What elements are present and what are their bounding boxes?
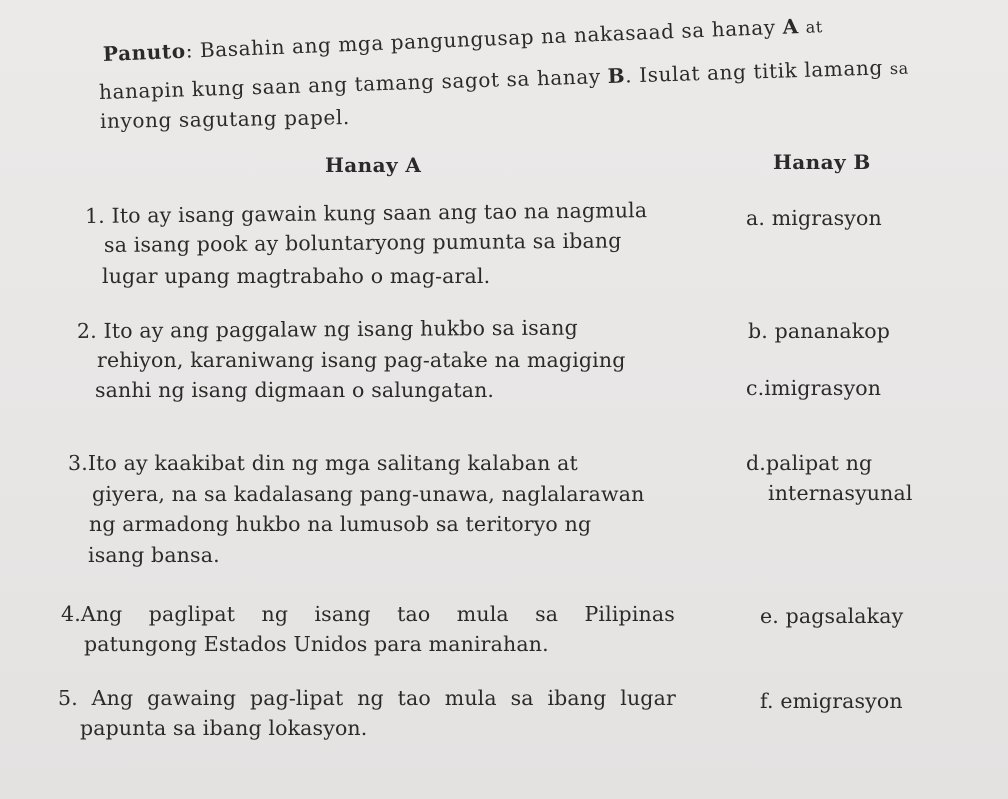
instructions-column-a: A <box>782 14 800 39</box>
column-b-heading: Hanay B <box>773 150 871 174</box>
item-4-word: isang <box>314 602 371 626</box>
item-2-line-2: rehiyon, karaniwang isang pag-atake na magiging <box>97 348 626 372</box>
item-5-word: ibang <box>547 686 607 710</box>
choice-a: a. migrasyon <box>746 206 882 230</box>
instructions-line-3: inyong sagutang papel. <box>99 105 351 133</box>
column-a-heading: Hanay A <box>325 153 422 177</box>
choice-d-line-1: d.palipat ng <box>746 451 873 475</box>
choice-f: f. emigrasyon <box>760 689 903 713</box>
item-2-line-3: sanhi ng isang digmaan o salungatan. <box>95 378 495 402</box>
item-4-word: sa <box>535 602 559 626</box>
choice-c: c.imigrasyon <box>746 376 882 400</box>
instructions-label: Panuto <box>102 38 187 66</box>
item-5-word: mula <box>444 686 497 710</box>
instructions-text-2-end: sa <box>889 58 910 79</box>
item-5-word: ng <box>357 686 384 710</box>
item-1-line-2: sa isang pook ay boluntaryong pumunta sa ibang <box>103 228 622 257</box>
item-3-line-1: 3.Ito ay kaakibat din ng mga salitang kalaban at <box>68 451 578 475</box>
item-4-word: mula <box>456 602 509 626</box>
item-5-word: tao <box>397 686 431 710</box>
item-4-word: 4.Ang <box>61 602 123 626</box>
item-5-word: Ang <box>91 686 134 710</box>
instructions-line-2 <box>99 57 909 102</box>
item-5-word: sa <box>510 686 534 710</box>
instructions-text-2-rest: . Isulat ang titik lamang <box>624 55 884 88</box>
item-1-line-1: 1. Ito ay isang gawain kung saan ang tao na nagmula <box>84 198 648 228</box>
item-5-line-1 <box>58 688 676 709</box>
item-4-word: paglipat <box>148 602 236 626</box>
item-3-line-4: isang bansa. <box>88 543 220 567</box>
choice-e: e. pagsalakay <box>760 604 904 628</box>
item-5-word: 5. <box>58 686 78 710</box>
item-2-line-1: 2. Ito ay ang paggalaw ng isang hukbo sa isang <box>76 315 578 343</box>
instructions-text-1-end: at <box>805 17 824 37</box>
item-3-line-2: giyera, na sa kadalasang pang-unawa, naglalarawan <box>92 482 645 506</box>
item-5-word: gawaing <box>147 686 237 710</box>
instructions-column-b: B <box>607 63 626 89</box>
item-4-word: Pilipinas <box>584 602 675 626</box>
item-5-line-2: papunta sa ibang lokasyon. <box>80 716 368 740</box>
item-4-line-1 <box>61 604 675 625</box>
item-1-line-3: lugar upang magtrabaho o mag-aral. <box>102 264 491 288</box>
choice-d-line-2: internasyunal <box>768 481 913 505</box>
instructions-line-1 <box>103 15 824 64</box>
item-4-word: ng <box>261 602 289 626</box>
instructions-text-1: Basahin ang mga pangungusap na nakasaad sa hanay <box>199 14 777 63</box>
item-5-word: lugar <box>620 686 676 710</box>
instructions-label-punct: : <box>185 38 194 63</box>
item-4-word: tao <box>397 602 431 626</box>
choice-b: b. pananakop <box>748 319 891 343</box>
item-3-line-3: ng armadong hukbo na lumusob sa teritoryo ng <box>89 512 592 536</box>
instructions-text-2: hanapin kung saan ang tamang sagot sa hanay <box>98 64 602 104</box>
item-5-word: pag-lipat <box>249 686 344 710</box>
item-4-line-2: patungong Estados Unidos para manirahan. <box>84 632 549 656</box>
